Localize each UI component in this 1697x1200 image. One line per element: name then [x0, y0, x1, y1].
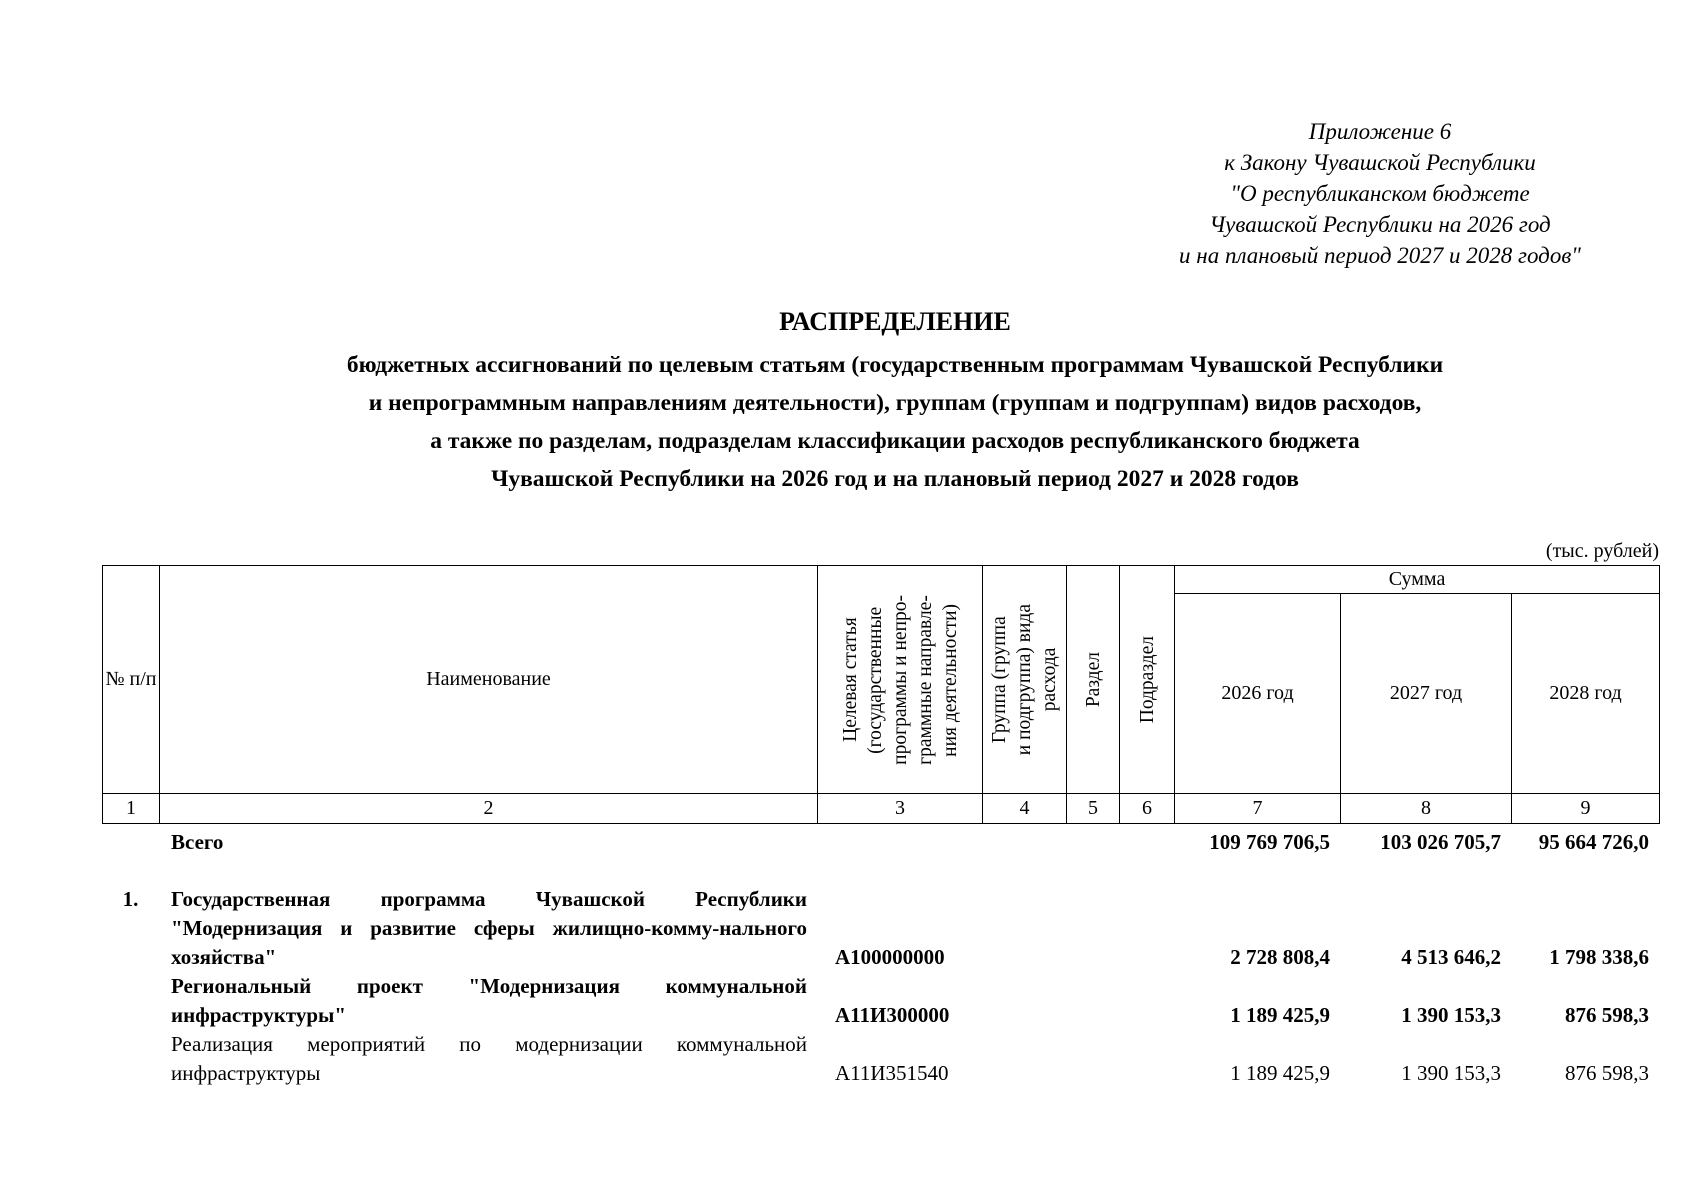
row-sum-2028: 876 598,3	[1565, 1061, 1649, 1085]
header-no: № п/п	[103, 566, 160, 794]
row-target-code: А100000000	[835, 945, 945, 969]
table-body	[102, 828, 1659, 1088]
column-number: 5	[1067, 794, 1120, 824]
header-year-2026: 2026 год	[1175, 594, 1341, 794]
row-sum-2028: 95 664 726,0	[1538, 830, 1649, 854]
column-numbers-row	[103, 794, 1660, 824]
table-row-total	[102, 828, 1659, 857]
title-main: РАСПРЕДЕЛЕНИЕ	[779, 307, 1011, 336]
appendix-line: к Закону Чувашской Республики	[1224, 150, 1536, 175]
header-expense-group: Группа (группа и подгруппа) вида расхода	[983, 566, 1067, 794]
table-header	[102, 565, 1660, 824]
header-section: Раздел	[1067, 566, 1120, 794]
row-sum-2028: 1 798 338,6	[1549, 945, 1649, 969]
row-name: Региональный проект "Модернизация коммунальной инфраструктуры"	[171, 974, 807, 1027]
row-name: Государственная программа Чувашской Республики "Модернизация и развитие сферы жилищно-комму-нального хозяйства"	[171, 887, 807, 969]
document-title	[160, 305, 1630, 498]
column-number: 2	[160, 794, 818, 824]
table-row	[102, 1030, 1659, 1088]
row-number	[102, 972, 159, 1030]
header-name: Наименование	[160, 566, 818, 794]
table-row	[102, 972, 1659, 1030]
row-sum-2026: 1 189 425,9	[1230, 1003, 1330, 1027]
row-sum-2026: 2 728 808,4	[1230, 945, 1330, 969]
column-number: 1	[103, 794, 160, 824]
row-sum-2027: 1 390 153,3	[1401, 1061, 1501, 1085]
row-number: 1.	[122, 887, 139, 911]
row-sum-2026: 109 769 706,5	[1209, 830, 1330, 854]
title-line: бюджетных ассигнований по целевым статьям (государственным программам Чувашской Республики	[346, 352, 1444, 378]
header-target-article: Целевая статья (государственные программы и непро- граммные направле- ния деятельности)	[818, 566, 983, 794]
header-year-2027: 2027 год	[1341, 594, 1512, 794]
appendix-note	[1100, 116, 1660, 271]
units-label: (тыс. рублей)	[1545, 540, 1659, 562]
title-line: и непрограммным направлениям деятельности), группам (группам и подгруппам) видов расходов,	[368, 390, 1422, 416]
header-year-2028: 2028 год	[1512, 594, 1660, 794]
table-row	[102, 885, 1659, 972]
appendix-line: "О республиканском бюджете	[1230, 181, 1530, 206]
row-sum-2026: 1 189 425,9	[1230, 1061, 1330, 1085]
column-number: 7	[1175, 794, 1341, 824]
column-number: 4	[983, 794, 1067, 824]
header-subsection: Подраздел	[1120, 566, 1175, 794]
header-sum: Сумма	[1175, 566, 1660, 594]
row-sum-2027: 1 390 153,3	[1401, 1003, 1501, 1027]
title-line: Чувашской Республики на 2026 год и на плановый период 2027 и 2028 годов	[491, 466, 1299, 492]
row-name: Всего	[171, 830, 224, 854]
column-number: 6	[1120, 794, 1175, 824]
row-sum-2027: 103 026 705,7	[1380, 830, 1501, 854]
row-number	[102, 1030, 159, 1088]
row-target-code: А11И300000	[835, 1003, 950, 1027]
column-number: 8	[1341, 794, 1512, 824]
appendix-line: Приложение 6	[1308, 119, 1452, 144]
title-line: а также по разделам, подразделам классификации расходов республиканского бюджета	[430, 428, 1360, 454]
row-name: Реализация мероприятий по модернизации коммунальной инфраструктуры	[171, 1032, 807, 1085]
appendix-line: и на плановый период 2027 и 2028 годов"	[1179, 243, 1581, 268]
column-number: 9	[1512, 794, 1660, 824]
column-number: 3	[818, 794, 983, 824]
appendix-line: Чувашской Республики на 2026 год	[1209, 212, 1551, 237]
row-target-code: А11И351540	[835, 1061, 949, 1085]
row-sum-2027: 4 513 646,2	[1401, 945, 1501, 969]
row-sum-2028: 876 598,3	[1565, 1003, 1649, 1027]
